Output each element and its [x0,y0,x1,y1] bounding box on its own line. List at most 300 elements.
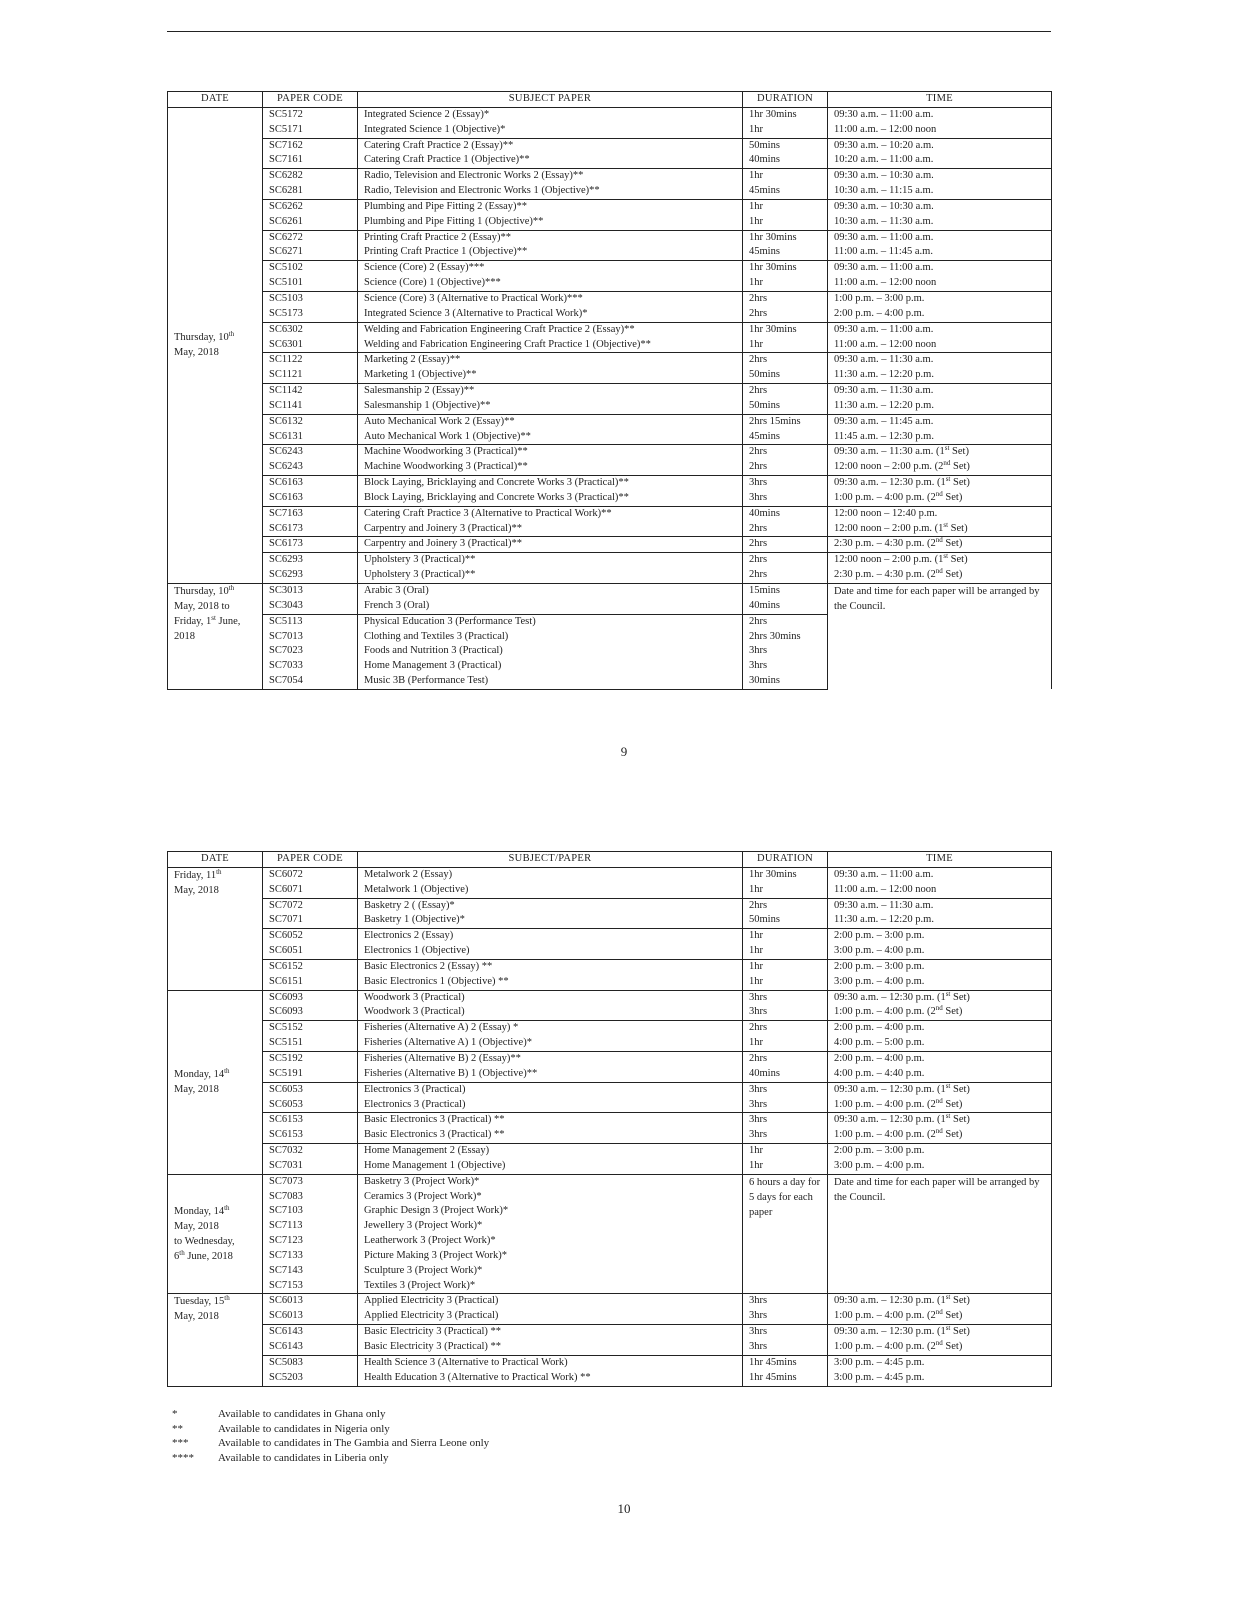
ordinal-suffix: th [224,1294,230,1303]
ordinal-suffix: nd [935,536,943,545]
paper-code: SC5083 [263,1355,358,1370]
time [828,1067,1052,1082]
subject-paper: Welding and Fabrication Engineering Craft Practice 2 (Essay)** [358,322,743,337]
time-value: 11:00 a.m. – 12:00 noon [834,123,937,135]
subject-paper: Health Science 3 (Alternative to Practical Work) [358,1355,743,1370]
time-value: 09:30 a.m. – 12:30 p.m. (1 [834,1326,946,1338]
time-value: 3:00 p.m. – 4:45 p.m. [834,1371,925,1383]
time [828,1128,1052,1143]
duration: 2hrs [743,614,828,629]
duration: 1hr 30mins [743,322,828,337]
time [828,1051,1052,1066]
duration: 3hrs [743,659,828,674]
date-text: Tuesday, 15 [174,1296,225,1308]
page-number: 9 [620,744,628,759]
paper-code: SC6013 [263,1309,358,1324]
duration: 2hrs [743,384,828,399]
time-set-suffix: Set) [942,1310,963,1322]
duration: 3hrs [743,1294,828,1309]
time [828,169,1052,184]
ordinal-suffix: th [216,867,222,876]
duration: 3hrs [743,1325,828,1340]
paper-code: SC7031 [263,1159,358,1174]
ordinal-suffix: th [224,1204,230,1213]
time [828,107,1052,122]
time-set-suffix: Set) [950,461,970,473]
time-set-suffix: Set) [950,1083,970,1095]
paper-code: SC5113 [263,614,358,629]
subject-paper: Metalwork 1 (Objective) [358,883,743,898]
time-value: 09:30 a.m. – 11:00 a.m. [834,231,934,243]
time-value: 3:00 p.m. – 4:00 p.m. [834,945,925,957]
ordinal-suffix: st [944,444,950,453]
time-set-suffix: Set) [942,1129,963,1141]
time [828,414,1052,429]
time-value: 09:30 a.m. – 11:30 a.m. [834,385,934,397]
table-row [168,353,1052,368]
subject-paper: Fisheries (Alternative B) 1 (Objective)** [358,1067,743,1082]
paper-code: SC7123 [263,1234,358,1249]
subject-paper: Integrated Science 2 (Essay)* [358,107,743,122]
duration: 15mins [743,584,828,599]
ordinal-suffix: nd [935,1005,943,1013]
duration: 1hr [743,944,828,959]
duration: 3hrs [743,1082,828,1097]
date-cell [168,584,263,690]
paper-code: SC7072 [263,898,358,913]
table-row [168,153,1052,168]
table-row [168,184,1052,199]
date-line [174,883,256,898]
time [828,1355,1052,1370]
time-value: 2:00 p.m. – 3:00 p.m. [834,930,925,942]
paper-code: SC6262 [263,199,358,214]
date-line [174,1234,256,1249]
time-value: 3:00 p.m. – 4:00 p.m. [834,975,925,987]
paper-code: SC1141 [263,399,358,414]
table-row [168,1082,1052,1097]
table-row [168,307,1052,322]
duration: 1hr [743,338,828,353]
footnotes [172,1407,489,1465]
subject-paper: Printing Craft Practice 2 (Essay)** [358,230,743,245]
date-text: May, 2018 [174,884,219,896]
subject-paper: Fisheries (Alternative A) 1 (Objective)* [358,1036,743,1051]
duration: 2hrs [743,1051,828,1066]
date-line [174,1067,256,1082]
duration: 40mins [743,506,828,521]
time-value: 1:00 p.m. – 4:00 p.m. (2 [834,491,936,503]
table-row [168,1159,1052,1174]
subject-paper: Upholstery 3 (Practical)** [358,553,743,568]
time-value: 09:30 a.m. – 11:30 a.m. [834,899,934,911]
paper-code: SC6163 [263,476,358,491]
duration: 2hrs [743,568,828,583]
time [828,1113,1052,1128]
time-value: 2:00 p.m. – 4:00 p.m. [834,1052,925,1064]
time [828,430,1052,445]
footnote-gambia-sierra-leone: *** Available to candidates in The Gambia and Sierra Leone only [172,1437,490,1449]
table-row [168,1128,1052,1143]
duration: 2hrs [743,1021,828,1036]
time [828,215,1052,230]
time-set-suffix: Set) [942,491,963,503]
table-row [168,215,1052,230]
time [828,975,1052,990]
time-value: 3:00 p.m. – 4:00 p.m. [834,1159,925,1171]
date-line [174,1294,256,1309]
paper-code: SC6243 [263,445,358,460]
time [828,1082,1052,1097]
time [828,1325,1052,1340]
time-value: 12:00 noon – 12:40 p.m. [834,507,938,519]
table-row [168,169,1052,184]
paper-code: SC7163 [263,506,358,521]
time-set-suffix: Set) [942,569,963,581]
table-row [168,460,1052,475]
paper-code: SC3043 [263,599,358,614]
paper-code: SC6243 [263,460,358,475]
duration: 3hrs [743,1098,828,1113]
time [828,553,1052,568]
subject-paper: Fisheries (Alternative A) 2 (Essay) * [358,1021,743,1036]
council-note: Date and time for each paper will be arranged by the Council. [828,1174,1052,1294]
column-header: PAPER CODE [263,92,358,108]
time [828,384,1052,399]
merged-duration: 6 hours a day for 5 days for each paper [743,1174,828,1294]
subject-paper: Electronics 3 (Practical) [358,1098,743,1113]
paper-code: SC7103 [263,1204,358,1219]
table-row [168,522,1052,537]
duration: 1hr [743,883,828,898]
paper-code: SC7054 [263,674,358,689]
date-cell [168,990,263,1174]
time [828,138,1052,153]
time-value: 2:00 p.m. – 4:00 p.m. [834,1022,925,1034]
subject-paper: Graphic Design 3 (Project Work)* [358,1204,743,1219]
duration: 1hr [743,959,828,974]
duration: 3hrs [743,1113,828,1128]
subject-paper: Integrated Science 1 (Objective)* [358,123,743,138]
subject-paper: Ceramics 3 (Project Work)* [358,1190,743,1205]
paper-code: SC5191 [263,1067,358,1082]
duration: 50mins [743,368,828,383]
table-row [168,1051,1052,1066]
time [828,568,1052,583]
subject-paper: Printing Craft Practice 1 (Objective)** [358,245,743,260]
time [828,445,1052,460]
paper-code: SC6143 [263,1340,358,1355]
time-value: 11:00 a.m. – 12:00 noon [834,338,937,350]
subject-paper: Metalwork 2 (Essay) [358,867,743,882]
council-note: Date and time for each paper will be arranged by the Council. [828,584,1052,690]
paper-code: SC7113 [263,1219,358,1234]
date-line [174,1082,256,1097]
duration: 3hrs [743,1128,828,1143]
subject-paper: Home Management 2 (Essay) [358,1144,743,1159]
subject-paper: Carpentry and Joinery 3 (Practical)** [358,537,743,553]
subject-paper: Basic Electronics 1 (Objective) ** [358,975,743,990]
paper-code: SC7143 [263,1264,358,1279]
date-line [174,629,256,644]
table-row [168,491,1052,506]
duration: 2hrs 15mins [743,414,828,429]
subject-paper: Marketing 2 (Essay)** [358,353,743,368]
duration: 40mins [743,1067,828,1082]
time-value: 09:30 a.m. – 11:00 a.m. [834,262,934,274]
column-header: SUBJECT/PAPER [358,852,743,868]
date-text: to Wednesday, [174,1236,235,1248]
duration: 2hrs [743,353,828,368]
paper-code: SC5172 [263,107,358,122]
table-row [168,445,1052,460]
paper-code: SC7013 [263,630,358,645]
subject-paper: Science (Core) 1 (Objective)*** [358,276,743,291]
time-set-suffix: Set) [948,554,968,566]
paper-code: SC6052 [263,929,358,944]
paper-code: SC6131 [263,430,358,445]
subject-paper: Block Laying, Bricklaying and Concrete Works 3 (Practical)** [358,491,743,506]
subject-paper: Picture Making 3 (Project Work)* [358,1249,743,1264]
subject-paper: Electronics 2 (Essay) [358,929,743,944]
table-row [168,975,1052,990]
time [828,537,1052,553]
table-row [168,959,1052,974]
time-value: 1:00 p.m. – 4:00 p.m. (2 [834,1129,936,1141]
page-top-rule [167,31,1051,32]
paper-code: SC5102 [263,261,358,276]
table-row [168,990,1052,1005]
duration: 1hr [743,1036,828,1051]
ordinal-suffix: st [945,1082,951,1090]
time [828,883,1052,898]
duration: 2hrs [743,898,828,913]
time [828,1371,1052,1386]
paper-code: SC5101 [263,276,358,291]
table-row [168,261,1052,276]
subject-paper: Basketry 1 (Objective)* [358,913,743,928]
duration: 1hr 30mins [743,107,828,122]
paper-code: SC6302 [263,322,358,337]
paper-code: SC7153 [263,1279,358,1294]
date-line [174,1309,256,1324]
time [828,153,1052,168]
table-row [168,537,1052,553]
ordinal-suffix: nd [935,1128,943,1136]
time [828,491,1052,506]
time-value: 10:20 a.m. – 11:00 a.m. [834,154,934,166]
paper-code: SC7133 [263,1249,358,1264]
duration: 3hrs [743,644,828,659]
duration: 2hrs [743,445,828,460]
table-row [168,898,1052,913]
subject-paper: Home Management 1 (Objective) [358,1159,743,1174]
subject-paper: Integrated Science 3 (Alternative to Practical Work)* [358,307,743,322]
subject-paper: Welding and Fabrication Engineering Craft Practice 1 (Objective)** [358,338,743,353]
table-row [168,1144,1052,1159]
date-text: 6 [174,1251,180,1263]
date-text: May, 2018 [174,347,219,359]
duration: 30mins [743,674,828,689]
paper-code: SC6072 [263,867,358,882]
subject-paper: Home Management 3 (Practical) [358,659,743,674]
timetable-page-9 [167,91,1052,690]
subject-paper: Applied Electricity 3 (Practical) [358,1294,743,1309]
time-set-suffix: Set) [942,538,963,550]
date-cell [168,1294,263,1386]
subject-paper: Basic Electricity 3 (Practical) ** [358,1325,743,1340]
duration: 1hr [743,123,828,138]
table-row [168,1113,1052,1128]
date-cell [168,1174,263,1294]
subject-paper: Foods and Nutrition 3 (Practical) [358,644,743,659]
time-set-suffix: Set) [942,1098,963,1110]
date-line [174,1204,256,1219]
ordinal-suffix: nd [935,1309,943,1317]
paper-code: SC6153 [263,1113,358,1128]
time [828,1036,1052,1051]
duration: 40mins [743,153,828,168]
time-set-suffix: Set) [950,991,970,1003]
time [828,184,1052,199]
paper-code: SC6153 [263,1128,358,1143]
time-value: 11:00 a.m. – 12:00 noon [834,277,937,289]
time-value: 11:00 a.m. – 12:00 noon [834,883,937,895]
time [828,1294,1052,1309]
date-text: June, 2018 [184,1251,233,1263]
duration: 3hrs [743,491,828,506]
time [828,291,1052,306]
date-text: May, 2018 [174,1221,219,1233]
time [828,1144,1052,1159]
time-value: 12:00 noon – 2:00 p.m. (1 [834,554,944,566]
duration: 2hrs [743,537,828,553]
duration: 3hrs [743,476,828,491]
time-value: 11:00 a.m. – 11:45 a.m. [834,246,933,258]
subject-paper: Catering Craft Practice 2 (Essay)** [358,138,743,153]
duration: 2hrs [743,522,828,537]
time [828,913,1052,928]
time [828,245,1052,260]
subject-paper: Basketry 3 (Project Work)* [358,1174,743,1189]
subject-paper: Fisheries (Alternative B) 2 (Essay)** [358,1051,743,1066]
paper-code: SC6143 [263,1325,358,1340]
time [828,399,1052,414]
time [828,1159,1052,1174]
time-value: 10:30 a.m. – 11:15 a.m. [834,185,934,197]
date-line [174,345,256,360]
date-line [174,1249,256,1264]
paper-code: SC6261 [263,215,358,230]
page-number: 10 [617,1501,631,1516]
duration: 1hr [743,1159,828,1174]
time-value: 12:00 noon – 2:00 p.m. (1 [834,522,944,534]
subject-paper: Salesmanship 1 (Objective)** [358,399,743,414]
paper-code: SC6151 [263,975,358,990]
ordinal-suffix: nd [943,460,951,468]
date-text: Thursday, 10 [174,586,229,597]
table-row [168,506,1052,521]
time-value: 11:30 a.m. – 12:20 p.m. [834,914,934,926]
time-value: 2:00 p.m. – 3:00 p.m. [834,960,925,972]
subject-paper: Music 3B (Performance Test) [358,674,743,689]
date-line [174,868,256,883]
paper-code: SC7071 [263,913,358,928]
duration: 40mins [743,599,828,614]
paper-code: SC6173 [263,522,358,537]
duration: 3hrs [743,1340,828,1355]
subject-paper: Plumbing and Pipe Fitting 2 (Essay)** [358,199,743,214]
time [828,199,1052,214]
table-row [168,1371,1052,1386]
time-value: 1:00 p.m. – 4:00 p.m. (2 [834,1341,936,1352]
subject-paper: Basketry 2 ( (Essay)* [358,898,743,913]
subject-paper: Radio, Television and Electronic Works 1 (Objective)** [358,184,743,199]
time-set-suffix: Set) [942,1006,963,1018]
paper-code: SC7032 [263,1144,358,1159]
time [828,460,1052,475]
paper-code: SC1121 [263,368,358,383]
subject-paper: Auto Mechanical Work 2 (Essay)** [358,414,743,429]
time [828,368,1052,383]
subject-paper: Salesmanship 2 (Essay)** [358,384,743,399]
table-row [168,1309,1052,1324]
subject-paper: Basic Electronics 3 (Practical) ** [358,1113,743,1128]
subject-paper: Physical Education 3 (Performance Test) [358,614,743,629]
subject-paper: Leatherwork 3 (Project Work)* [358,1234,743,1249]
ordinal-suffix: st [945,475,951,484]
table-row [168,553,1052,568]
duration: 50mins [743,138,828,153]
time-value: 09:30 a.m. – 10:30 a.m. [834,170,934,182]
ordinal-suffix: st [945,990,951,998]
table-row [168,291,1052,306]
paper-code: SC6132 [263,414,358,429]
time-set-suffix: Set) [950,1114,970,1126]
ordinal-suffix: st [943,521,949,529]
paper-code: SC7023 [263,644,358,659]
date-line [174,330,256,345]
paper-code: SC5173 [263,307,358,322]
duration: 50mins [743,399,828,414]
paper-code: SC7083 [263,1190,358,1205]
paper-code: SC6163 [263,491,358,506]
time-value: 09:30 a.m. – 10:20 a.m. [834,139,934,151]
subject-paper: Woodwork 3 (Practical) [358,1005,743,1020]
subject-paper: Catering Craft Practice 3 (Alternative to Practical Work)** [358,506,743,521]
date-line [174,599,256,614]
date-text: Thursday, 10 [174,332,229,344]
paper-code: SC6053 [263,1082,358,1097]
time [828,276,1052,291]
time-set-suffix: Set) [950,477,970,489]
time [828,1309,1052,1324]
date-cell [168,107,263,583]
subject-paper: Clothing and Textiles 3 (Practical) [358,630,743,645]
duration: 3hrs [743,1309,828,1324]
footnote-nigeria: ** Available to candidates in Nigeria only [172,1422,390,1435]
time [828,959,1052,974]
paper-code: SC6093 [263,990,358,1005]
paper-code: SC5151 [263,1036,358,1051]
paper-code: SC6272 [263,230,358,245]
time-set-suffix: Set) [948,522,968,534]
ordinal-suffix: th [179,1249,185,1258]
column-header: DURATION [743,852,828,868]
table-row [168,1021,1052,1036]
table-row [168,867,1052,882]
subject-paper: Health Education 3 (Alternative to Practical Work) ** [358,1371,743,1386]
